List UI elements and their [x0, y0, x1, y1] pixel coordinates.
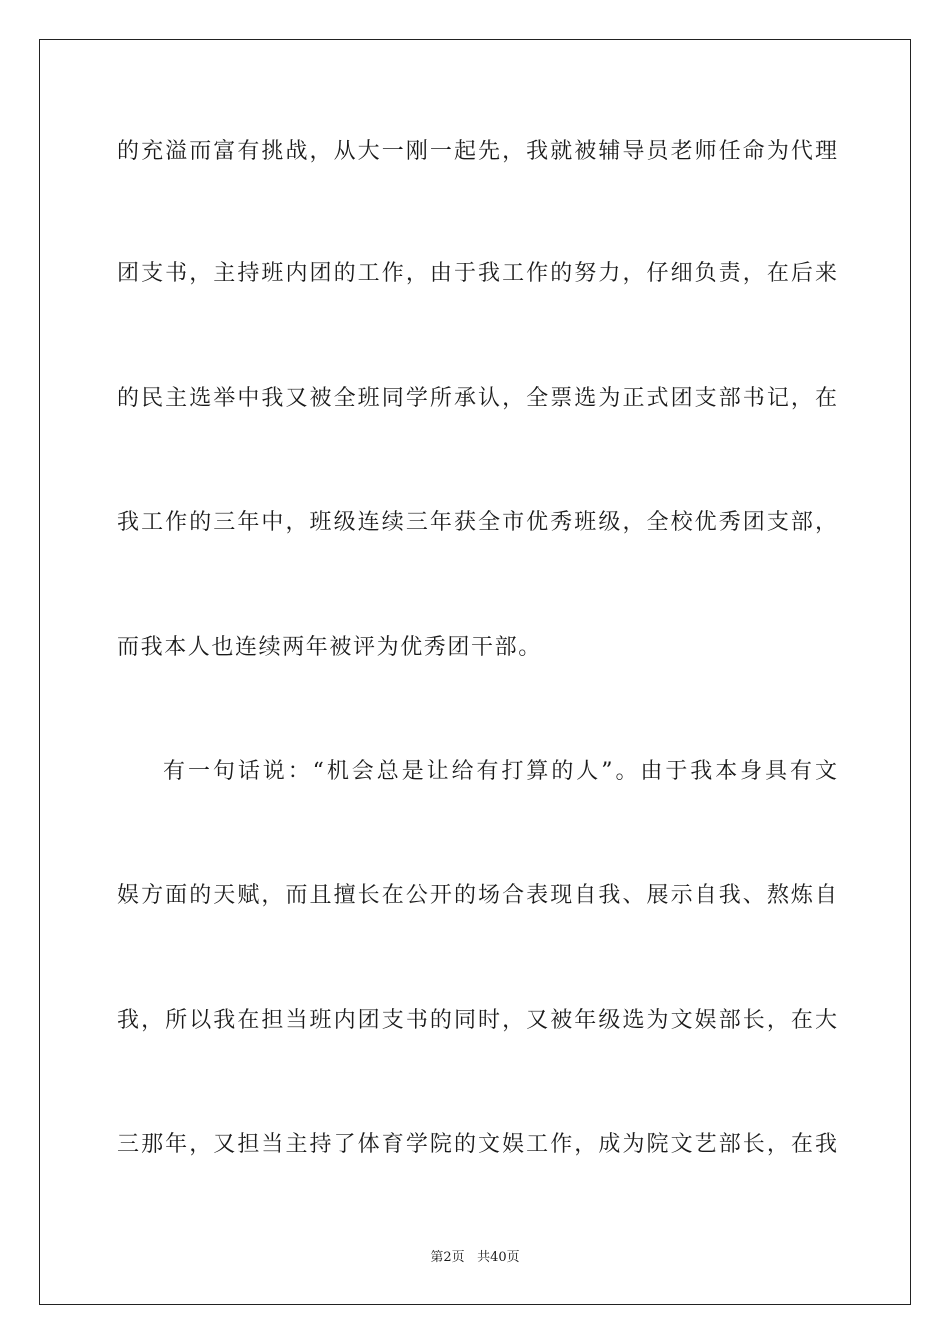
- text-line-1: 的充溢而富有挑战，从大一刚一起先，我就被辅导员老师任命为代理: [117, 139, 837, 164]
- text-line-7: 娱方面的天赋，而且擅长在公开的场合表现自我、展示自我、熬炼自: [117, 883, 837, 908]
- page-border: [39, 39, 911, 1305]
- text-line-6: 有一句话说：“机会总是让给有打算的人”。由于我本身具有文: [163, 759, 837, 784]
- text-line-4: 我工作的三年中，班级连续三年获全市优秀班级，全校优秀团支部，: [117, 510, 837, 535]
- page-total: 共40页: [477, 1250, 520, 1265]
- page-number: 第2页: [430, 1250, 465, 1265]
- text-line-8: 我，所以我在担当班内团支书的同时，又被年级选为文娱部长，在大: [117, 1008, 837, 1033]
- text-line-3: 的民主选举中我又被全班同学所承认，全票选为正式团支部书记，在: [117, 386, 837, 411]
- text-line-5: 而我本人也连续两年被评为优秀团干部。: [117, 635, 542, 660]
- page-footer: [0, 1246, 950, 1265]
- text-line-9: 三那年，又担当主持了体育学院的文娱工作，成为院文艺部长，在我: [117, 1132, 837, 1157]
- text-line-2: 团支书，主持班内团的工作，由于我工作的努力，仔细负责，在后来: [117, 261, 837, 286]
